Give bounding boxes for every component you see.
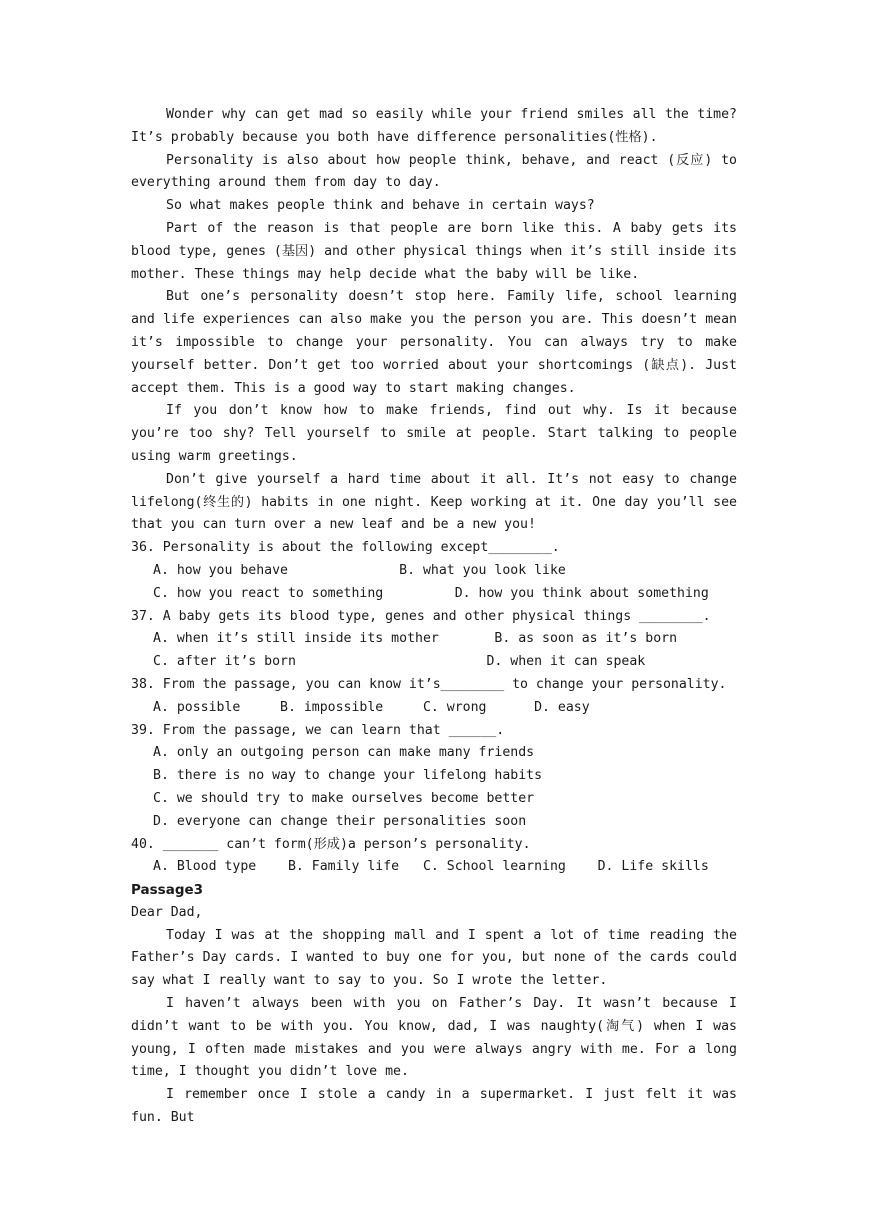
question-options: A. only an outgoing person can make many friends	[153, 745, 535, 761]
question-options: D. everyone can change their personalities soon	[153, 813, 527, 829]
question-40	[131, 834, 737, 880]
passage-paragraph: Today I was at the shopping mall and I spent a lot of time reading the Father’s Day cards. I wanted to buy one for you, but none of the cards could say what I really want to say to you. So I wrote the letter.	[131, 927, 737, 989]
question-options: A. Blood type B. Family life C. School learning D. Life skills	[153, 859, 709, 875]
passage-paragraph: If you don’t know how to make friends, find out why. Is it because you’re too shy? Tell yourself to smile at people. Start talking to people using warm greetings.	[131, 403, 737, 464]
question-stem: 37. A baby gets its blood type, genes and other physical things ________.	[131, 608, 711, 624]
passage-paragraph: I haven’t always been with you on Father’s Day. It wasn’t because I didn’t want to be with you. You know, dad, I was naughty(淘气) when I was young, I often made mistakes and you were always angry with me. For a long time, I thought you didn’t love me.	[131, 996, 737, 1080]
passage-paragraph: Personality is also about how people think, behave, and react (反应) to everything around them from day to day.	[131, 152, 737, 191]
passage-paragraph: I remember once I stole a candy in a supermarket. I just felt it was fun. But	[131, 1087, 737, 1126]
questions	[131, 537, 737, 879]
question-options: A. possible B. impossible C. wrong D. easy	[153, 699, 590, 715]
passage-paragraph: But one’s personality doesn’t stop here. Family life, school learning and life experiences can also make you the person you are. This doesn’t mean it’s impossible to change your personality. You can always try to make yourself better. Don’t get too worried about your shortcomings (缺点). Just accept them. This is a good way to start making changes.	[131, 289, 737, 396]
question-stem: 40. _______ can’t form(形成)a person’s personality.	[131, 836, 531, 852]
question-36	[131, 537, 737, 605]
question-stem: 38. From the passage, you can know it’s________ to change your personality.	[131, 676, 727, 692]
letter-salutation: Dear Dad,	[131, 904, 203, 920]
passage-paragraph: So what makes people think and behave in certain ways?	[166, 198, 595, 214]
question-options: A. how you behave B. what you look like	[153, 562, 566, 578]
question-stem: 36. Personality is about the following except________.	[131, 540, 560, 556]
document-page	[131, 104, 737, 1130]
question-37	[131, 606, 737, 674]
question-options: C. after it’s born D. when it can speak	[153, 654, 646, 670]
question-39	[131, 720, 737, 834]
question-38	[131, 674, 737, 720]
question-options: C. we should try to make ourselves become better	[153, 790, 535, 806]
passage-2	[131, 104, 737, 537]
passage-paragraph: Don’t give yourself a hard time about it all. It’s not easy to change lifelong(终生的) habits in one night. Keep working at it. One day you’ll see that you can turn over a new leaf and be a new you!	[131, 471, 737, 533]
passage-3	[131, 879, 737, 1130]
passage-paragraph: Part of the reason is that people are born like this. A baby gets its blood type, genes (基因) and other physical things when it’s still inside its mother. These things may help decide what the baby will be like.	[131, 220, 737, 282]
question-stem: 39. From the passage, we can learn that ______.	[131, 722, 505, 738]
passage-paragraph: Wonder why can get mad so easily while your friend smiles all the time? It’s probably because you both have difference personalities(性格).	[131, 107, 737, 145]
question-options: C. how you react to something D. how you think about something	[153, 585, 709, 601]
question-options: A. when it’s still inside its mother B. as soon as it’s born	[153, 631, 678, 647]
passage-heading: Passage3	[131, 882, 204, 899]
question-options: B. there is no way to change your lifelong habits	[153, 768, 543, 784]
